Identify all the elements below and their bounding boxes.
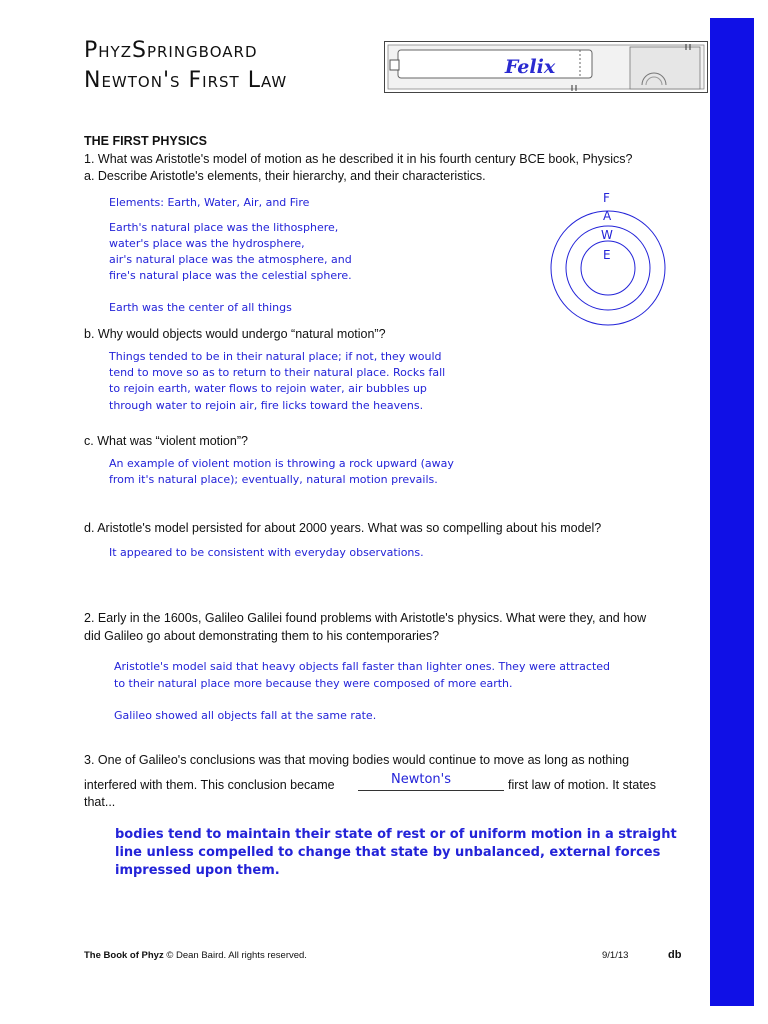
q1c-answer-line-1: An example of violent motion is throwing a rock upward (away xyxy=(109,457,454,470)
q3-question-line-1: 3. One of Galileo's conclusions was that moving bodies would continue to move as long as nothing xyxy=(84,753,630,767)
q2-answer-line-1: Aristotle's model said that heavy objects fall faster than lighter ones. They were attracted xyxy=(114,660,611,673)
title-line-1: PhyzSpringboard xyxy=(84,38,258,63)
q2-question-line-1: 2. Early in the 1600s, Galileo Galilei found problems with Aristotle's physics. What were they, and how xyxy=(84,611,647,625)
q1b-answer-line-4: through water to rejoin air, fire licks toward the heavens. xyxy=(109,399,424,412)
q1-question: 1. What was Aristotle's model of motion as he described it in his fourth century BCE book, Physics? xyxy=(84,152,633,166)
footer-date: 9/1/13 xyxy=(602,950,629,961)
q2-answer-line-3: Galileo showed all objects fall at the same rate. xyxy=(114,709,377,722)
student-name: Felix xyxy=(504,56,556,78)
q2-question-line-2: did Galileo go about demonstrating them to his contemporaries? xyxy=(84,629,440,643)
footer-book-title: The Book of Phyz xyxy=(84,950,164,961)
q1c-answer-line-2: from it's natural place); eventually, natural motion prevails. xyxy=(109,473,438,486)
q1a-answer-line-4: air's natural place was the atmosphere, and xyxy=(109,253,352,266)
section-title: THE FIRST PHYSICS xyxy=(84,134,207,148)
q1d-answer: It appeared to be consistent with everyday observations. xyxy=(109,546,424,559)
q3-answer-line-3: impressed upon them. xyxy=(115,863,280,878)
q2-answer-line-2: to their natural place more because they were composed of more earth. xyxy=(114,677,513,690)
title-line-2: Newton's First Law xyxy=(84,68,288,93)
q1d-question: d. Aristotle's model persisted for about 2000 years. What was so compelling about his model? xyxy=(84,521,602,535)
footer-credit xyxy=(84,950,307,961)
footer-copyright: © Dean Baird. All rights reserved. xyxy=(166,950,307,961)
q1a-answer-line-2: Earth's natural place was the lithosphere, xyxy=(109,221,339,234)
diagram-label-earth: E xyxy=(603,248,611,262)
q3-fill-blank-line xyxy=(358,790,504,791)
q1b-answer-line-2: tend to move so as to return to their natural place. Rocks fall xyxy=(109,366,446,379)
q1c-question: c. What was “violent motion”? xyxy=(84,434,248,448)
diagram-label-fire: F xyxy=(603,191,610,205)
diagram-label-water: W xyxy=(601,228,613,242)
diagram-label-air: A xyxy=(603,209,612,223)
q1a-answer-line-3: water's place was the hydrosphere, xyxy=(109,237,305,250)
q1b-answer-line-3: to rejoin earth, water flows to rejoin water, air bubbles up xyxy=(109,382,427,395)
q1b-question: b. Why would objects would undergo “natural motion”? xyxy=(84,327,386,341)
q1a-answer-line-5: fire's natural place was the celestial sphere. xyxy=(109,269,352,282)
blue-side-bar xyxy=(710,18,754,1006)
q1a-answer-line-6: Earth was the center of all things xyxy=(109,301,292,314)
q3-question-line-2b: first law of motion. It states xyxy=(508,778,656,792)
q3-question-line-3: that... xyxy=(84,795,116,809)
q3-fill-answer: Newton's xyxy=(391,772,451,787)
q1a-answer-line-1: Elements: Earth, Water, Air, and Fire xyxy=(109,196,310,209)
q1a-question: a. Describe Aristotle's elements, their hierarchy, and their characteristics. xyxy=(84,169,486,183)
q3-question-line-2a: interfered with them. This conclusion became xyxy=(84,778,335,792)
q3-answer-line-1: bodies tend to maintain their state of rest or of uniform motion in a straight xyxy=(115,827,677,842)
q3-answer-line-2: line unless compelled to change that state by unbalanced, external forces xyxy=(115,845,661,860)
q1b-answer-line-1: Things tended to be in their natural place; if not, they would xyxy=(109,350,442,363)
footer-logo: db xyxy=(668,949,682,961)
